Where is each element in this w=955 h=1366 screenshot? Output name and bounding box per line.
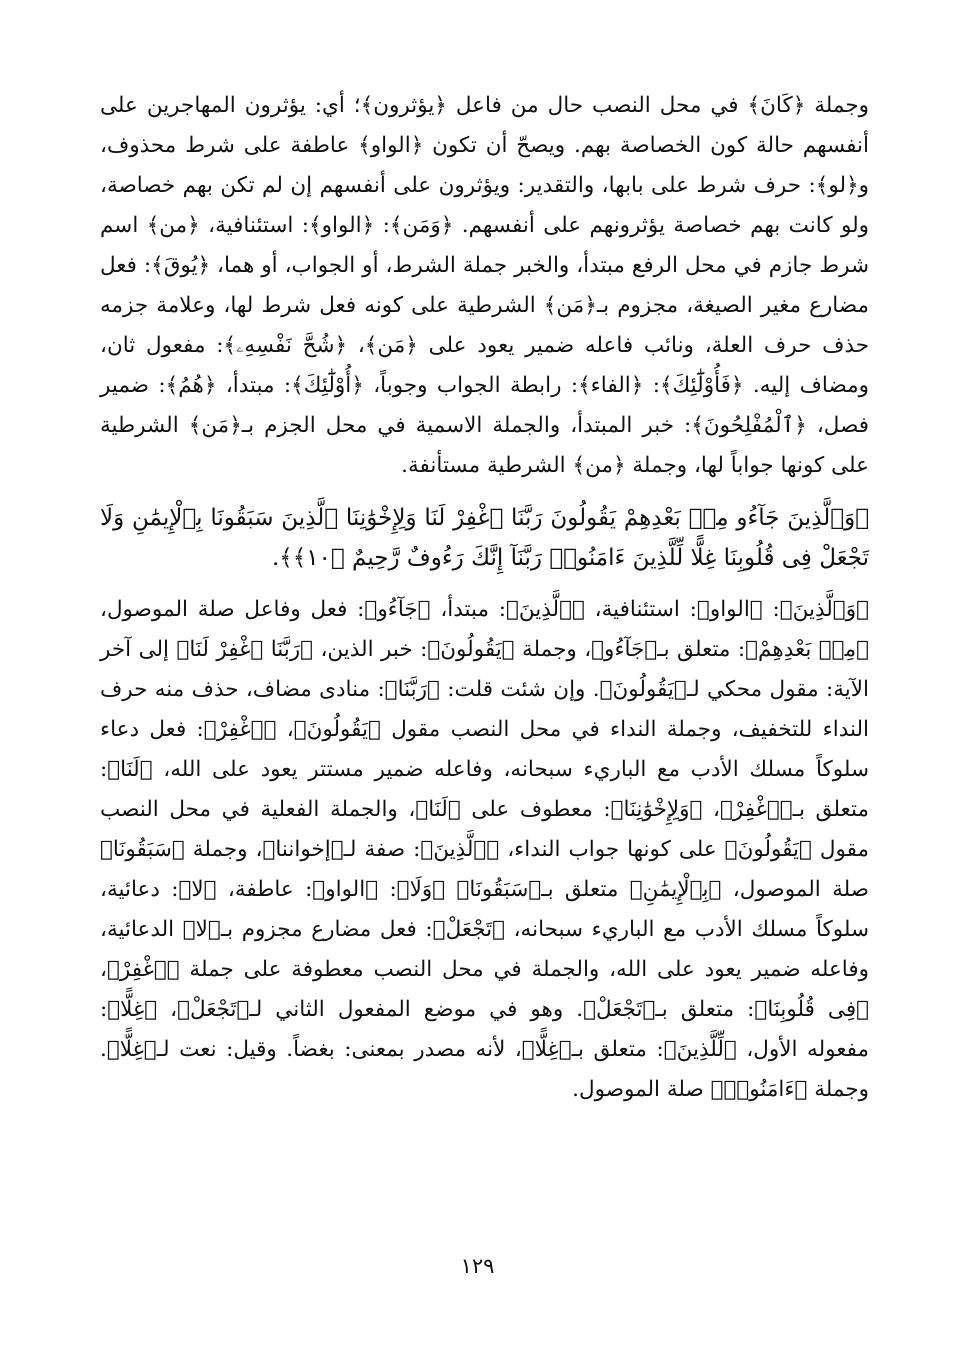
page-number: ١٢٩ — [460, 1254, 495, 1278]
verse-analysis-paragraph: ﴿وَٱلَّذِينَ﴾: ﴿الواو﴾: استئنافية، ﴿ٱلَّذِينَ﴾: مبتدأ، ﴿جَآءُو﴾: فعل وفاعل صلة الموصول، ﴿مِنۢ بَعْدِهِمْ﴾: متعلق بـ﴿جَآءُو﴾، وجملة ﴿يَقُولُونَ﴾: خبر الذين، ﴿رَبَّنَا ٱغْفِرْ لَنَا﴾ إلى آخر الآية: مقول محكي لـ﴿يَقُولُونَ﴾. وإن شئت قلت: ﴿رَبَّنَا﴾: منادى مضاف، حذف منه حرف النداء للتخفيف، وجملة النداء في محل النصب مقول ﴿يَقُولُونَ﴾، ﴿ٱغْفِرْ﴾: فعل دعاء سلوكاً مسلك الأدب مع الباريء سبحانه، وفاعله ضمير مستتر يعود على الله، ﴿لَنَا﴾: متعلق بـ﴿ٱغْفِرْ﴾، ﴿وَلِإِخْوَٰنِنَا﴾: معطوف على ﴿لَنَا﴾، والجملة الفعلية في محل النصب مقول ﴿يَقُولُونَ﴾ على كونها جواب النداء، ﴿ٱلَّذِينَ﴾: صفة لـ﴿إخواننا﴾، وجملة ﴿سَبَقُونَا﴾ صلة الموصول، ﴿بِٱلْإِيمَٰنِ﴾ متعلق بـ﴿سَبَقُونَا﴾ ﴿وَلَا﴾: ﴿الواو﴾: عاطفة، ﴿لا﴾: دعائية، سلوكاً مسلك الأدب مع الباريء سبحانه، ﴿تَجْعَلْ﴾: فعل مضارع مجزوم بـ﴿لا﴾ الدعائية، وفاعله ضمير يعود على الله، والجملة في محل النصب معطوفة على جملة ﴿ٱغْفِرْ﴾، ﴿فِى قُلُوبِنَا﴾: متعلق بـ﴿تَجْعَلْ﴾. وهو في موضع المفعول الثاني لـ﴿تَجْعَلْ﴾، ﴿غِلًّا﴾: مفعوله الأول، ﴿لِّلَّذِينَ﴾: متعلق بـ﴿غِلًّا﴾، لأنه مصدر بمعنى: بغضاً. وقيل: نعت لـ﴿غِلًّا﴾. وجملة ﴿ءَامَنُوا۟﴾ صلة الموصول. — [100, 597, 869, 1102]
grammar-paragraph: وجملة ﴿كَانَ﴾ في محل النصب حال من فاعل ﴿يؤثرون﴾؛ أي: يؤثرون المهاجرين على أنفسهم حالة كون الخصاصة بهم. ويصحّ أن تكون ﴿الواو﴾ عاطفة على شرط محذوف، و﴿لو﴾: حرف شرط على بابها، والتقدير: ويؤثرون على أنفسهم إن لم تكن بهم خصاصة، ولو كانت بهم خصاصة يؤثرونهم على أنفسهم. ﴿وَمَن﴾: ﴿الواو﴾: استئنافية، ﴿من﴾ اسم شرط جازم في محل الرفع مبتدأ، والخبر جملة الشرط، أو الجواب، أو هما، ﴿يُوقَ﴾: فعل مضارع مغير الصيغة، مجزوم بـ﴿مَن﴾ الشرطية على كونه فعل شرط لها، وعلامة جزمه حذف حرف العلة، ونائب فاعله ضمير يعود على ﴿مَن﴾، ﴿شُحَّ نَفْسِهِۦ﴾: مفعول ثان، ومضاف إليه. ﴿فَأُوْلَٰٓئِكَ﴾: ﴿الفاء﴾: رابطة الجواب وجوباً، ﴿أُوْلَٰٓئِكَ﴾: مبتدأ، ﴿هُمُ﴾: ضمير فصل، ﴿ٱلْمُفْلِحُونَ﴾: خبر المبتدأ، والجملة الاسمية في محل الجزم بـ﴿مَن﴾ الشرطية على كونها جواباً لها، وجملة ﴿من﴾ الشرطية مستأنفة. — [100, 93, 869, 478]
quran-verse: ﴿وَٱلَّذِينَ جَآءُو مِنۢ بَعْدِهِمْ يَقُولُونَ رَبَّنَا ٱغْفِرْ لَنَا وَلِإِخْوَٰنِنَا ٱلَّذِينَ سَبَقُونَا بِٱلْإِيمَٰنِ وَلَا تَجْعَلْ فِى قُلُوبِنَا غِلًّا لِّلَّذِينَ ءَامَنُوا۟ رَبَّنَآ إِنَّكَ رَءُوفٌ رَّحِيمٌ ﴿١٠﴾﴾. — [100, 505, 869, 571]
